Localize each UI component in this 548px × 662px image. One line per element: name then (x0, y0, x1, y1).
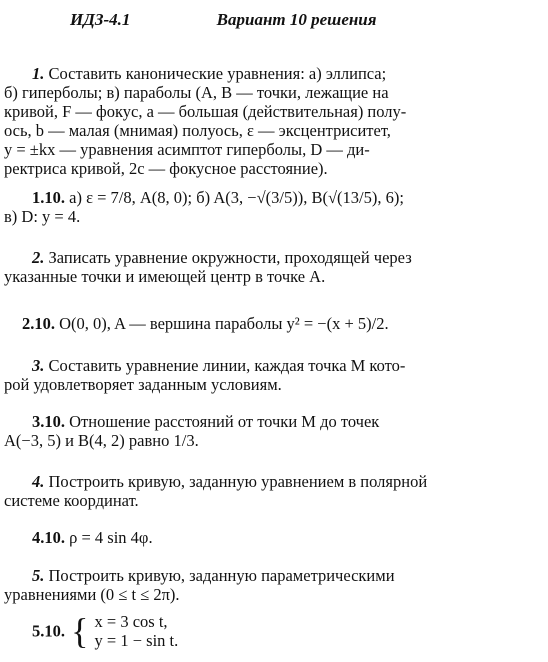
answer-1 (4, 188, 528, 226)
answer-3-line-2: A(−3, 5) и B(4, 2) равно 1/3. (4, 431, 199, 450)
answer-4-line-1: 4.10. ρ = 4 sin 4φ. (32, 528, 153, 547)
answer-4-number: 4.10. (32, 528, 65, 547)
task-1-line-6: ректриса кривой, 2c — фокусное расстояние). (4, 159, 328, 178)
task-1-line-1: 1. Составить канонические уравнения: а) эллипса; (32, 64, 387, 83)
task-2-line-2: указанные точки и имеющей центр в точке A. (4, 267, 326, 286)
task-4 (4, 472, 528, 510)
answer-3-line-1: 3.10. Отношение расстояний от точки M до точек (32, 412, 380, 431)
answer-2 (4, 314, 528, 333)
answer-4 (4, 528, 528, 547)
task-1-line-4: ось, b — малая (мнимая) полуось, ε — эксцентриситет, (4, 121, 391, 140)
answer-1-line-1: 1.10. а) ε = 7/8, A(8, 0); б) A(3, −√(3/5)), B(√(13/5), 6); (32, 188, 404, 207)
system-brace: { (71, 611, 89, 651)
task-5 (4, 566, 528, 604)
answer-5 (4, 612, 528, 650)
task-1-line-2: б) гиперболы; в) параболы (A, B — точки, лежащие на (4, 83, 389, 102)
answer-1-number: 1.10. (32, 188, 65, 207)
task-5-line-2: уравнениями (0 ≤ t ≤ 2π). (4, 585, 180, 604)
task-4-line-1: 4. Построить кривую, заданную уравнением в полярной (32, 472, 428, 491)
task-1-line-5: y = ±kx — уравнения асимптот гиперболы, D — ди- (4, 140, 370, 159)
answer-5-number: 5.10. (32, 621, 65, 641)
answer-3 (4, 412, 528, 450)
answer-2-line-1: 2.10. O(0, 0), A — вершина параболы y² = −(x + 5)/2. (22, 314, 389, 333)
task-1 (4, 64, 528, 178)
answer-2-number: 2.10. (22, 314, 55, 333)
task-3-line-2: рой удовлетворяет заданным условиям. (4, 375, 282, 394)
task-2-number: 2. (32, 248, 45, 267)
task-1-number: 1. (32, 64, 45, 83)
task-4-line-2: системе координат. (4, 491, 139, 510)
answer-5-line-2: y = 1 − sin t. (94, 631, 179, 650)
variant-title: Вариант 10 решения (216, 10, 377, 29)
parametric-system (95, 612, 179, 650)
answer-1-line-2: в) D: y = 4. (4, 207, 81, 226)
task-5-line-1: 5. Построить кривую, заданную параметрическими (32, 566, 395, 585)
task-2-line-1: 2. Записать уравнение окружности, проходящей через (32, 248, 412, 267)
answer-3-number: 3.10. (32, 412, 65, 431)
page-header (70, 10, 377, 30)
task-3-line-1: 3. Составить уравнение линии, каждая точка M кото- (32, 356, 406, 375)
task-3-number: 3. (32, 356, 45, 375)
answer-5-line-1: x = 3 cos t, (94, 612, 168, 631)
task-4-number: 4. (32, 472, 45, 491)
task-5-number: 5. (32, 566, 45, 585)
task-1-line-3: кривой, F — фокус, a — большая (действительная) полу- (4, 102, 407, 121)
worksheet-title: ИДЗ-4.1 (70, 10, 131, 29)
task-3 (4, 356, 528, 394)
task-2 (4, 248, 528, 286)
